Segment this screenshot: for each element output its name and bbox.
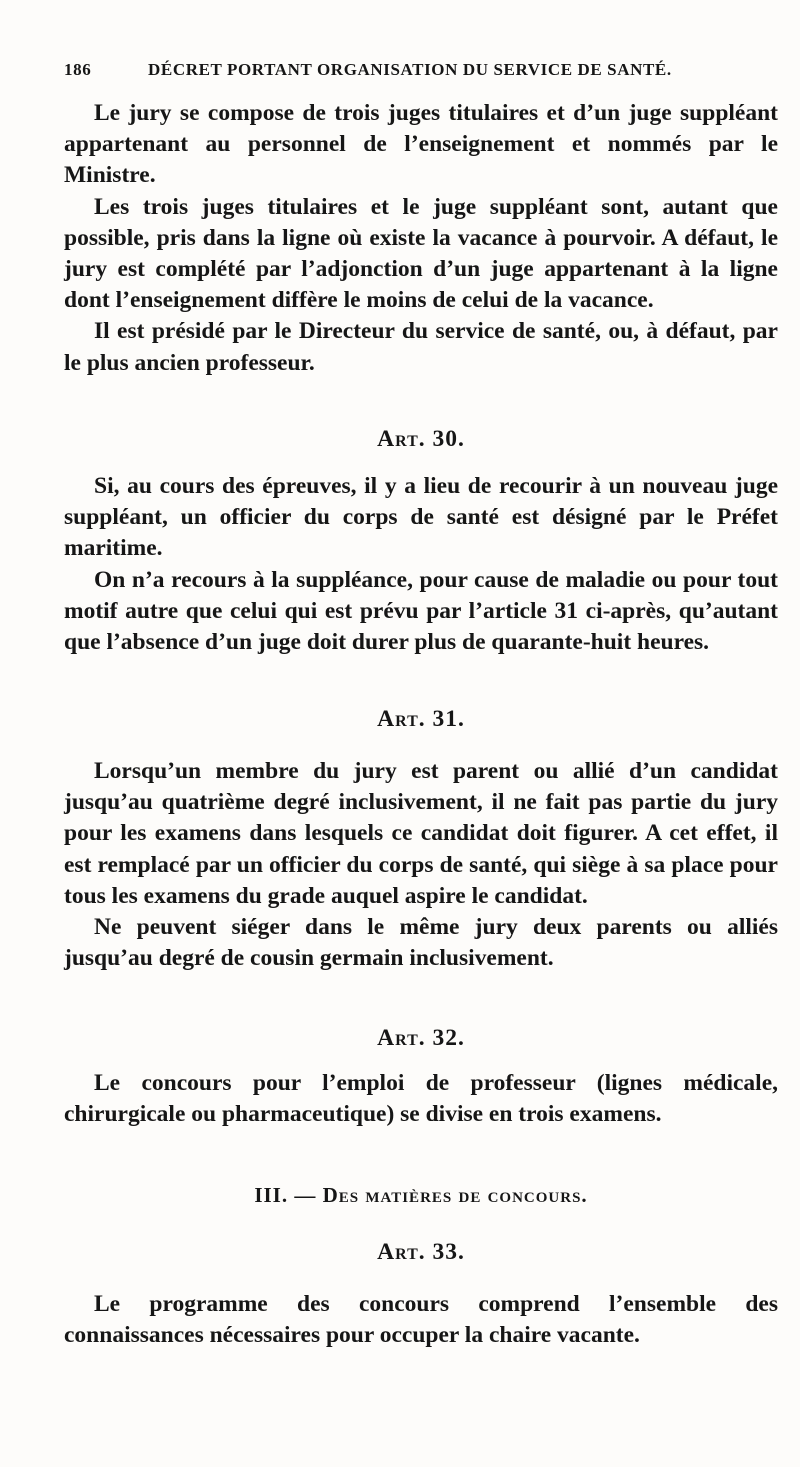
paragraph: Le programme des concours comprend l’ensemble des connaissances nécessaires pour occuper la chaire vacante. xyxy=(64,1291,778,1349)
paragraph: On n’a recours à la suppléance, pour cause de maladie ou pour tout motif autre que celui qui est prévu par l’article 31 ci-après, qu’autant que l’absence d’un juge doit durer plus de quarante-huit heures. xyxy=(64,566,778,656)
paragraph: Le concours pour l’emploi de professeur (lignes médicale, chirurgicale ou pharmaceutique) se divise en trois examens. xyxy=(64,1070,778,1128)
article-30-heading: Art. 30. xyxy=(377,426,465,452)
section-3-heading: III. — Des matières de concours. xyxy=(254,1183,588,1207)
page-header xyxy=(64,60,704,86)
article-33-heading: Art. 33. xyxy=(377,1239,465,1265)
paragraph: Il est présidé par le Directeur du service de santé, ou, à défaut, par le plus ancien professeur. xyxy=(64,318,778,376)
article-30-text xyxy=(64,471,778,658)
paragraph: Les trois juges titulaires et le juge suppléant sont, autant que possible, pris dans la ligne où existe la vacance à pourvoir. A défaut, le jury est complété par l’adjonction d’un juge appartenant à la ligne dont l’enseignement diffère le moins de celui de la vacance. xyxy=(64,193,778,314)
paragraph: Le jury se compose de trois juges titulaires et d’un juge suppléant appartenant au personnel de l’enseignement et nommés par le Ministre. xyxy=(64,100,778,189)
article-31-text xyxy=(64,756,778,974)
running-title: DÉCRET PORTANT ORGANISATION DU SERVICE DE SANTÉ. xyxy=(148,60,672,79)
paragraph: Si, au cours des épreuves, il y a lieu de recourir à un nouveau juge suppléant, un officier du corps de santé est désigné par le Préfet maritime. xyxy=(64,473,778,562)
page-number: 186 xyxy=(64,60,92,79)
article-32-text xyxy=(64,1068,778,1130)
paragraph: Lorsqu’un membre du jury est parent ou allié d’un candidat jusqu’au quatrième degré inclusivement, il ne fait pas partie du jury pour les examens dans lesquels ce candidat doit figurer. A cet effet, il est remplacé par un officier du corps de santé, qui siège à sa place pour tous les examens du grade auquel aspire le candidat. xyxy=(64,758,778,909)
article-31-heading: Art. 31. xyxy=(377,706,465,732)
paragraph: Ne peuvent siéger dans le même jury deux parents ou alliés jusqu’au degré de cousin germain inclusivement. xyxy=(64,914,778,972)
article-33-text xyxy=(64,1289,778,1351)
article-32-heading: Art. 32. xyxy=(377,1025,465,1051)
jury-composition-text xyxy=(64,98,778,379)
